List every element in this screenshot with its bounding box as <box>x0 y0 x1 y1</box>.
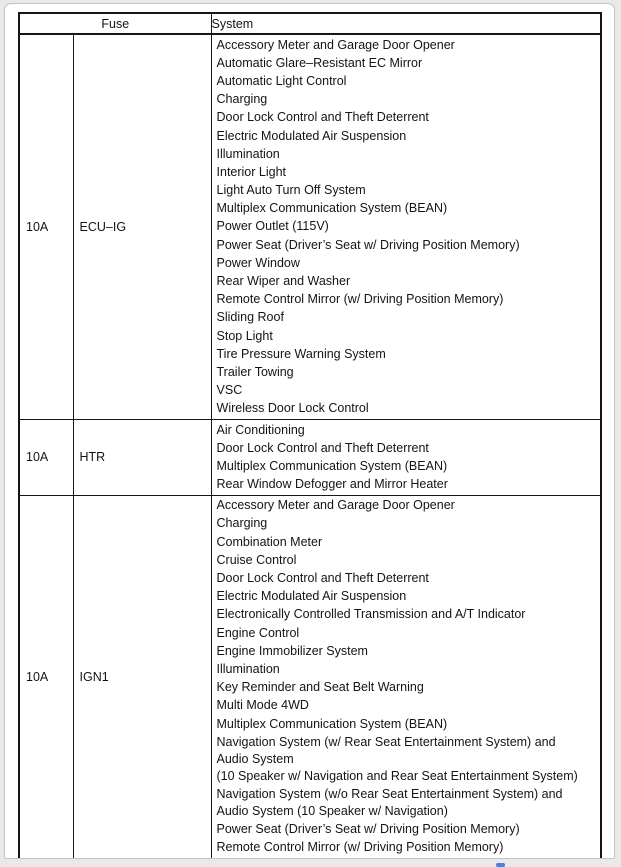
system-list-cell <box>211 419 601 495</box>
fuse-row <box>19 495 601 859</box>
system-item: Electronically Controlled Transmission and A/T Indicator <box>216 607 526 622</box>
system-item: Interior Light <box>216 164 286 179</box>
fuse-amperage-cell: 10A <box>19 495 73 859</box>
system-item: VSC <box>216 383 243 398</box>
system-column-header: System <box>211 13 601 34</box>
system-item: Stop Light <box>216 328 273 343</box>
system-item: Automatic Light Control <box>216 73 347 88</box>
system-item: Charging <box>216 92 268 107</box>
table-header-row <box>19 13 601 34</box>
system-item: Tire Pressure Warning System <box>216 346 386 361</box>
system-item: Door Lock Control and Theft Deterrent <box>216 110 429 125</box>
system-item: Engine Control <box>216 625 300 640</box>
fuse-column-header: Fuse <box>19 13 211 34</box>
system-item: Combination Meter <box>216 534 323 549</box>
fuse-row <box>19 34 601 419</box>
fuse-amperage-cell: 10A <box>19 34 73 419</box>
system-item: Engine Immobilizer System <box>216 643 368 658</box>
system-item: Light Auto Turn Off System <box>216 183 366 198</box>
system-item: Remote Control Mirror (w/ Driving Position Memory) <box>216 292 504 307</box>
system-item: Illumination <box>216 661 280 676</box>
system-list-cell <box>211 495 601 859</box>
system-item: Rear Wiper and Washer <box>216 274 351 289</box>
system-item: Navigation System (w/ Rear Seat Entertainment System) and Audio System (10 Speaker w/ Navigation and Rear Seat Entertainment System) <box>216 734 578 783</box>
fuse-name-cell: IGN1 <box>73 495 211 859</box>
system-item: Accessory Meter and Garage Door Opener <box>216 498 455 513</box>
fuse-table-body <box>19 34 601 859</box>
system-item: Rear Window Defogger and Mirror Heater <box>216 477 448 492</box>
system-item: Power Seat (Driver’s Seat w/ Driving Position Memory) <box>216 237 520 252</box>
fuse-table <box>18 12 602 859</box>
system-item: Air Conditioning <box>216 422 305 437</box>
system-item: Door Lock Control and Theft Deterrent <box>216 571 429 586</box>
system-item: Electric Modulated Air Suspension <box>216 589 407 604</box>
system-item: Navigation System (w/o Rear Seat Entertainment System) and Audio System (10 Speaker w/ Navigation) <box>216 786 563 818</box>
fuse-row <box>19 419 601 495</box>
system-item: Multiplex Communication System (BEAN) <box>216 716 448 731</box>
system-item: Wireless Door Lock Control <box>216 401 369 416</box>
system-item: Key Reminder and Seat Belt Warning <box>216 680 424 695</box>
system-item: Cruise Control <box>216 552 297 567</box>
system-item: Sliding Roof <box>216 310 284 325</box>
system-list-cell <box>211 34 601 419</box>
fuse-name-cell: HTR <box>73 419 211 495</box>
system-item: Multiplex Communication System (BEAN) <box>216 201 448 216</box>
system-item: Electric Modulated Air Suspension <box>216 128 407 143</box>
system-item: Charging <box>216 516 268 531</box>
system-item: Accessory Meter and Garage Door Opener <box>216 37 455 52</box>
fuse-amperage-cell: 10A <box>19 419 73 495</box>
fuse-name-cell: ECU–IG <box>73 34 211 419</box>
blue-marker-artifact <box>496 863 505 867</box>
document-page <box>4 3 615 859</box>
system-item: Power Outlet (115V) <box>216 219 329 234</box>
system-item: Remote Control Mirror (w/ Driving Position Memory) <box>216 840 504 855</box>
system-item: Trailer Towing <box>216 364 294 379</box>
system-item: Automatic Glare–Resistant EC Mirror <box>216 55 423 70</box>
system-item: Door Lock Control and Theft Deterrent <box>216 440 429 455</box>
system-item: Multi Mode 4WD <box>216 698 309 713</box>
system-item: Illumination <box>216 146 280 161</box>
system-item: Power Window <box>216 255 300 270</box>
system-item: Multiplex Communication System (BEAN) <box>216 458 448 473</box>
system-item: Power Seat (Driver’s Seat w/ Driving Position Memory) <box>216 822 520 837</box>
